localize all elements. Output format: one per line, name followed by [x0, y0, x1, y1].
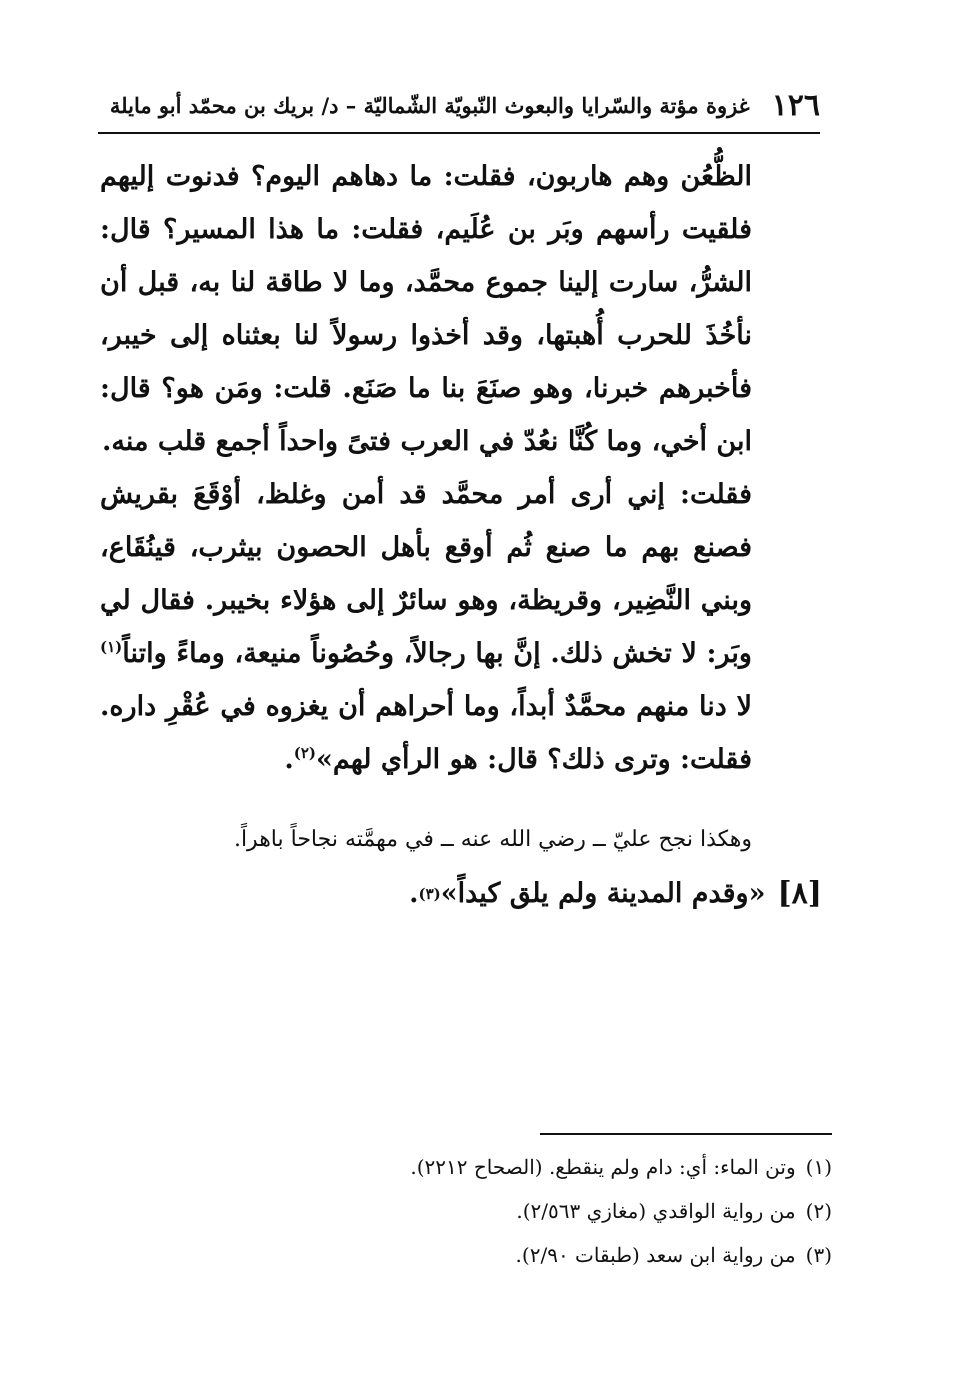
footnote-number: (٣) — [805, 1243, 832, 1267]
period: . — [284, 744, 294, 775]
footnote-rule — [540, 1133, 832, 1135]
footnote-number: (١) — [805, 1155, 832, 1179]
page-number: ١٢٦ — [771, 87, 820, 123]
running-title: غزوة مؤتة والسّرايا والبعوث النّبويّة الشّماليّة – د/ بريك بن محمّد أبو مايلة — [109, 92, 750, 118]
text-line: إنَّ بها رجالاً، وحُصُوناً منيعة، وماءً واتناً — [122, 638, 541, 669]
text-line: وقريظة، وهو سائرٌ إلى هؤلاء بخيبر. فقال لي وبَر: لا تخش ذلك. — [100, 585, 752, 669]
text-line: قال: هو الرأي لهم» — [316, 744, 538, 775]
header-rule — [98, 132, 820, 134]
footnote-ref-1[interactable]: (١) — [100, 638, 123, 656]
section-marker: [٨] — [777, 876, 822, 911]
text-line: فقلت: إني أرى أمر محمَّد قد أمن وغلظ، أوْقَعَ بقريش فصنع بهم — [100, 479, 752, 563]
text-line: لا دنا منهم محمَّدٌ — [564, 691, 753, 722]
footnote-ref-2[interactable]: (٢) — [293, 744, 316, 762]
paragraph-2 — [100, 468, 752, 786]
footnote-text: من رواية ابن سعد (طبقات ٢/٩٠). — [515, 1243, 796, 1267]
main-text — [100, 150, 752, 786]
footnote-1 — [200, 1145, 832, 1189]
text-line: وما كُنَّا نعُدّ في العرب فتىً واحداً أجمع قلب منه. — [101, 426, 643, 457]
footnotes — [200, 1145, 832, 1277]
footnote-number: (٢) — [805, 1199, 832, 1223]
text-line: للحرب أُهبتها، وقد أخذوا رسولاً لنا بعثناه إلى خيبر، فأخبرهم — [100, 320, 752, 404]
period: . — [409, 878, 419, 909]
text-line: ما صنع ثُم أوقع بأهل الحصون بيثرب، قينُقَاع، وبني النَّضِير، — [100, 532, 753, 616]
section-8: [٨] «وقدم المدينة ولم يلق كيداً» (٣) . — [140, 872, 822, 916]
text-line: سارت إلينا جموع محمَّد، وما لا طاقة لنا به، قبل أن نأخُذَ — [100, 267, 753, 351]
text-line: فلقيت رأسهم وبَر بن عُلَيم، فقلت: ما هذا المسير؟ قال: الشرُّ، — [100, 214, 752, 298]
footnote-text: من رواية الواقدي (مغازي ٢/٥٦٣). — [516, 1199, 796, 1223]
text-line: الظُّعُن وهم هاربون، فقلت: ما دهاهم اليوم؟ فدنوت إليهم — [100, 161, 752, 192]
text-line: خبرنا، وهو صنَعَ بنا ما صَنَع. قلت: ومَن هو؟ قال: ابن أخي، — [100, 373, 752, 457]
commentary-line: وهكذا نجح عليّ ــ رضي الله عنه ــ في مهمَّته نجاحاً باهراً. — [233, 827, 752, 852]
footnote-3 — [200, 1233, 832, 1277]
footnote-2 — [200, 1189, 832, 1233]
footnote-text: وتن الماء: أي: دام ولم ينقطع. (الصحاح ٢٢١٢). — [410, 1155, 796, 1179]
paragraph-1 — [100, 150, 752, 468]
text-line: أبداً، وما أحراهم أن يغزوه في عُقْرِ داره. فقلت: وترى ذلك؟ — [100, 691, 752, 775]
page-header — [98, 82, 820, 128]
section-text: «وقدم المدينة ولم يلق كيداً» — [440, 878, 766, 909]
